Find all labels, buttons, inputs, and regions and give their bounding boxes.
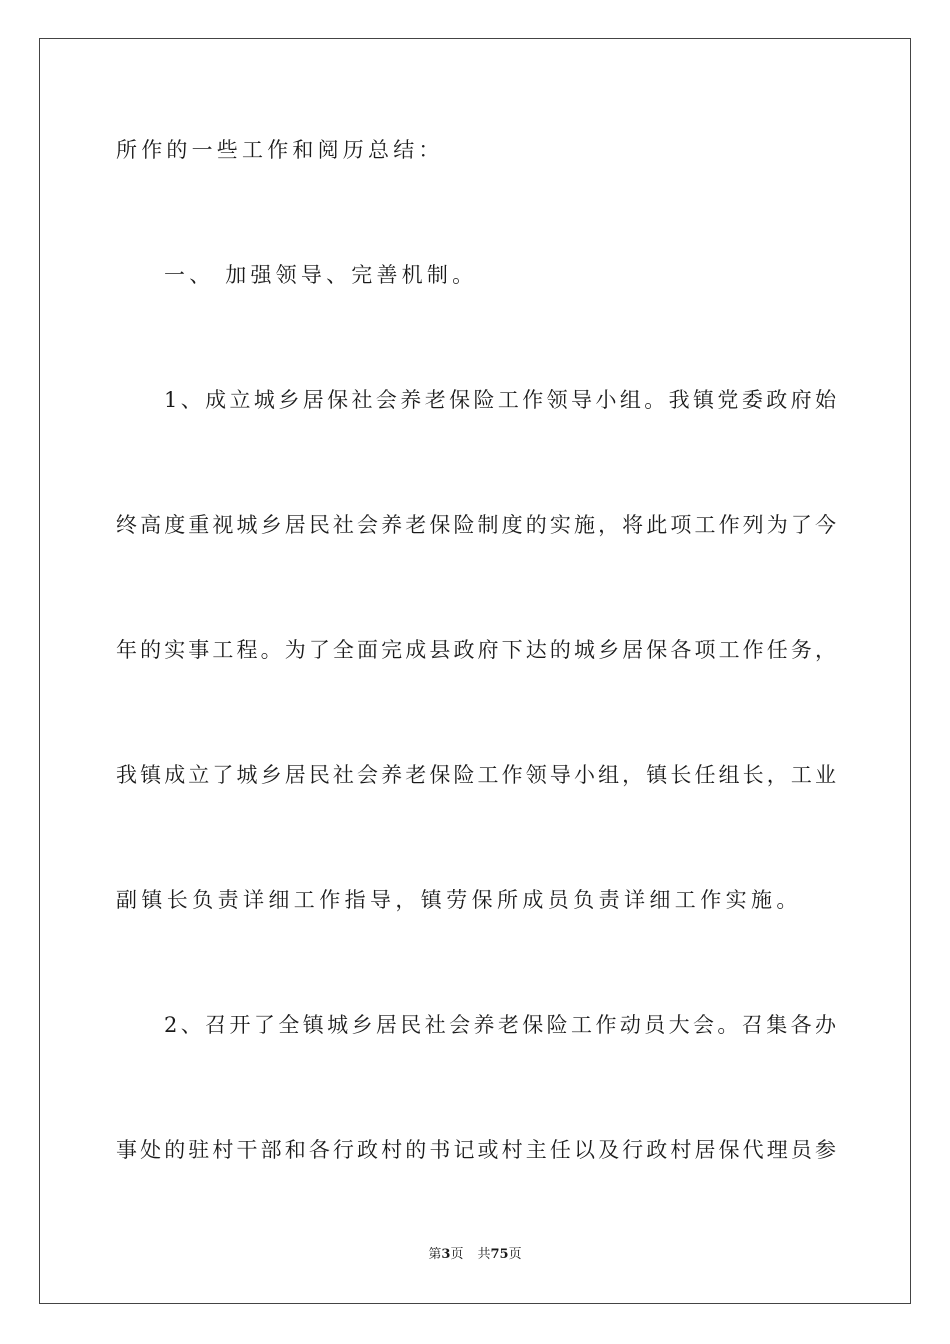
paragraph-1-line-1: 1、成立城乡居保社会养老保险工作领导小组。我镇党委政府始 [164, 388, 836, 412]
paragraph-1-line-5: 副镇长负责详细工作指导，镇劳保所成员负责详细工作实施。 [116, 888, 802, 912]
text-line-1: 所作的一些工作和阅历总结： [116, 138, 444, 162]
paragraph-1-line-3: 年的实事工程。为了全面完成县政府下达的城乡居保各项工作任务， [116, 638, 836, 662]
page-footer [0, 1246, 950, 1264]
page-border [39, 38, 911, 1304]
total-prefix: 共 [477, 1247, 491, 1262]
paragraph-1-line-4: 我镇成立了城乡居民社会养老保险工作领导小组，镇长任组长，工业 [116, 763, 836, 787]
page-suffix: 页 [450, 1247, 464, 1262]
total-pages: 75 [490, 1247, 509, 1262]
paragraph-1-line-2: 终高度重视城乡居民社会养老保险制度的实施，将此项工作列为了今 [116, 513, 836, 537]
section-heading-1: 一、 加强领导、完善机制。 [164, 263, 478, 287]
page-number: 3 [441, 1247, 451, 1262]
paragraph-2-line-2: 事处的驻村干部和各行政村的书记或村主任以及行政村居保代理员参 [116, 1138, 836, 1162]
total-suffix: 页 [508, 1247, 522, 1262]
paragraph-2-line-1: 2、召开了全镇城乡居民社会养老保险工作动员大会。召集各办 [164, 1013, 836, 1037]
page-prefix: 第 [428, 1247, 442, 1262]
